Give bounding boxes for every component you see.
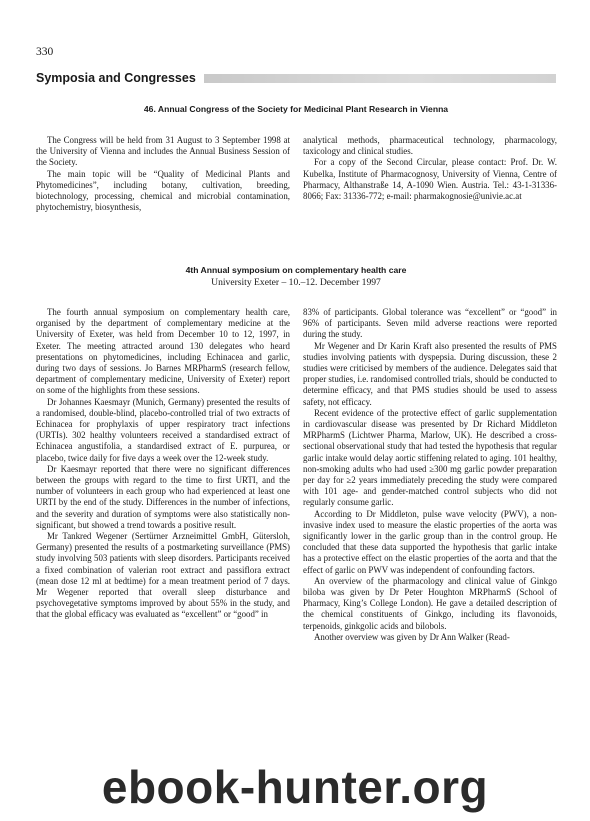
article2-column-left (36, 307, 290, 621)
paragraph: 83% of participants. Global tolerance was “excellent” or “good” in 96% of participants. Seven mild adverse reactions were reported during the study. (303, 307, 557, 340)
article2-column-right (303, 307, 557, 643)
paragraph: The main topic will be “Quality of Medicinal Plants and Phytomedicines”, including botany, cultivation, breeding, biotechnology, processing, chemical and microbial contamination, phytochemistry, biosynthesis, (36, 168, 290, 213)
paragraph: analytical methods, pharmaceutical technology, pharmacology, taxicology and clinical studies. (303, 135, 557, 157)
paragraph: Mr Tankred Wegener (Sertürner Arzneimittel GmbH, Gütersloh, Germany) presented the results of a postmarketing surveillance (PMS) study involving 503 patients with sleep disorders. Participants received a fixed combination of valerian root extract and passiflora extract (mean dose 12 ml at bedtime) for a mean treatment period of 7 days. Mr Wegener reported that overall sleep disturbance and psychovegetative symptoms improved by about 55% in the study, and that the global efficacy was evaluated as “excellent” or “good” in (36, 531, 290, 620)
watermark-text: ebook-hunter.org (101, 760, 489, 813)
article1-column-left (36, 135, 290, 213)
article1-title: 46. Annual Congress of the Society for Medicinal Plant Research in Vienna (143, 104, 449, 114)
paragraph: Another overview was given by Dr Ann Walker (Read- (314, 631, 510, 642)
paragraph: An overview of the pharmacology and clinical value of Ginkgo biloba was given by Dr Peter Houghton MRPharmS (School of Pharmacy, King’s College London). He gave a detailed description of the chemical constituents of Ginkgo, including its flavonoids, terpenoids, ginkgolic acids and bilobols. (303, 575, 557, 631)
section-header (36, 70, 556, 86)
article2-title: 4th Annual symposium on complementary health care (185, 265, 407, 275)
section-rule (204, 74, 556, 83)
paragraph: The fourth annual symposium on complementary health care, organised by the department of complementary medicine at the University of Exeter, was held from December 10 to 12, 1997, in Exeter. The meeting attracted around 130 delegates who heard presentations on phytomedicines, including Echinacea and garlic, during two days of sessions. Jo Barnes MRPharmS (research fellow, department of complementary medicine, University of Exeter) report on some of the highlights from these sessions. (36, 307, 290, 396)
paragraph: The Congress will be held from 31 August to 3 September 1998 at the University of Vienna and includes the Annual Business Session of the Society. (36, 135, 290, 168)
paragraph: Recent evidence of the protective effect of garlic supplementation in cardiovascular disease was presented by Dr Richard Middleton MRPharmS (Lichtwer Pharma, Marlow, UK). He described a cross-sectional observational study that had tested the hypothesis that regular garlic intake would delay aortic stiffening related to aging. 101 healthy, non-smoking adults who had used ≥300 mg garlic powder preparation per day for ≥2 years immediately preceding the study were compared with 101 age- and gender-matched control subjects who did not regularly consume garlic. (303, 407, 557, 508)
page-number: 330 (36, 46, 54, 58)
paragraph: Dr Johannes Kaesmayr (Munich, Germany) presented the results of a randomised, double-blind, placebo-controlled trial of two extracts of Echinacea for prophylaxis of upper respiratory tract infections (URTIs). 302 healthy volunteers received a standardised extract of Echinacea angustifolia, a standardised extract of E. purpurea, or placebo, twice daily for five days a week over the 12-week study. (36, 396, 290, 463)
article1-column-right (303, 135, 557, 202)
watermark (0, 752, 590, 821)
article2-subtitle: University Exeter – 10.–12. December 1997 (211, 277, 381, 288)
paragraph: According to Dr Middleton, pulse wave velocity (PWV), a non-invasive index used to measure the elastic properties of the aorta was significantly lower in the garlic group than in the control group. He concluded that these data supported the hypothesis that garlic intake has a protective effect on the elastic properties of the aorta and that the effect of garlic on PWV was independent of confounding factors. (303, 508, 557, 575)
paragraph: Mr Wegener and Dr Karin Kraft also presented the results of PMS studies involving patients with dyspepsia. During discussion, these 2 studies were criticised by members of the audience. Delegates said that proper studies, i.e. randomised controlled trials, should be conducted to determine efficacy, and that PMS studies should be used to assess safety, not efficacy. (303, 340, 557, 407)
section-title: Symposia and Congresses (36, 71, 196, 85)
paragraph: For a copy of the Second Circular, please contact: Prof. Dr. W. Kubelka, Institute of Pharmacognosy, University of Vienna, Centre of Pharmacy, Althanstraße 14, A-1090 Wien. Austria. Tel.: 43-1-31336-8066; Fax: 31336-772; e-mail: pharmakognosie@univie.ac.at (303, 157, 557, 202)
paragraph: Dr Kaesmayr reported that there were no significant differences between the groups with regard to the time to first URTI, and the number of volunteers in each group who had experienced at least one URTI by the end of the study. Differences in the number of infections, and the severity and duration of symptoms were also statistically non-significant, but showed a trend towards a positive result. (36, 463, 290, 530)
